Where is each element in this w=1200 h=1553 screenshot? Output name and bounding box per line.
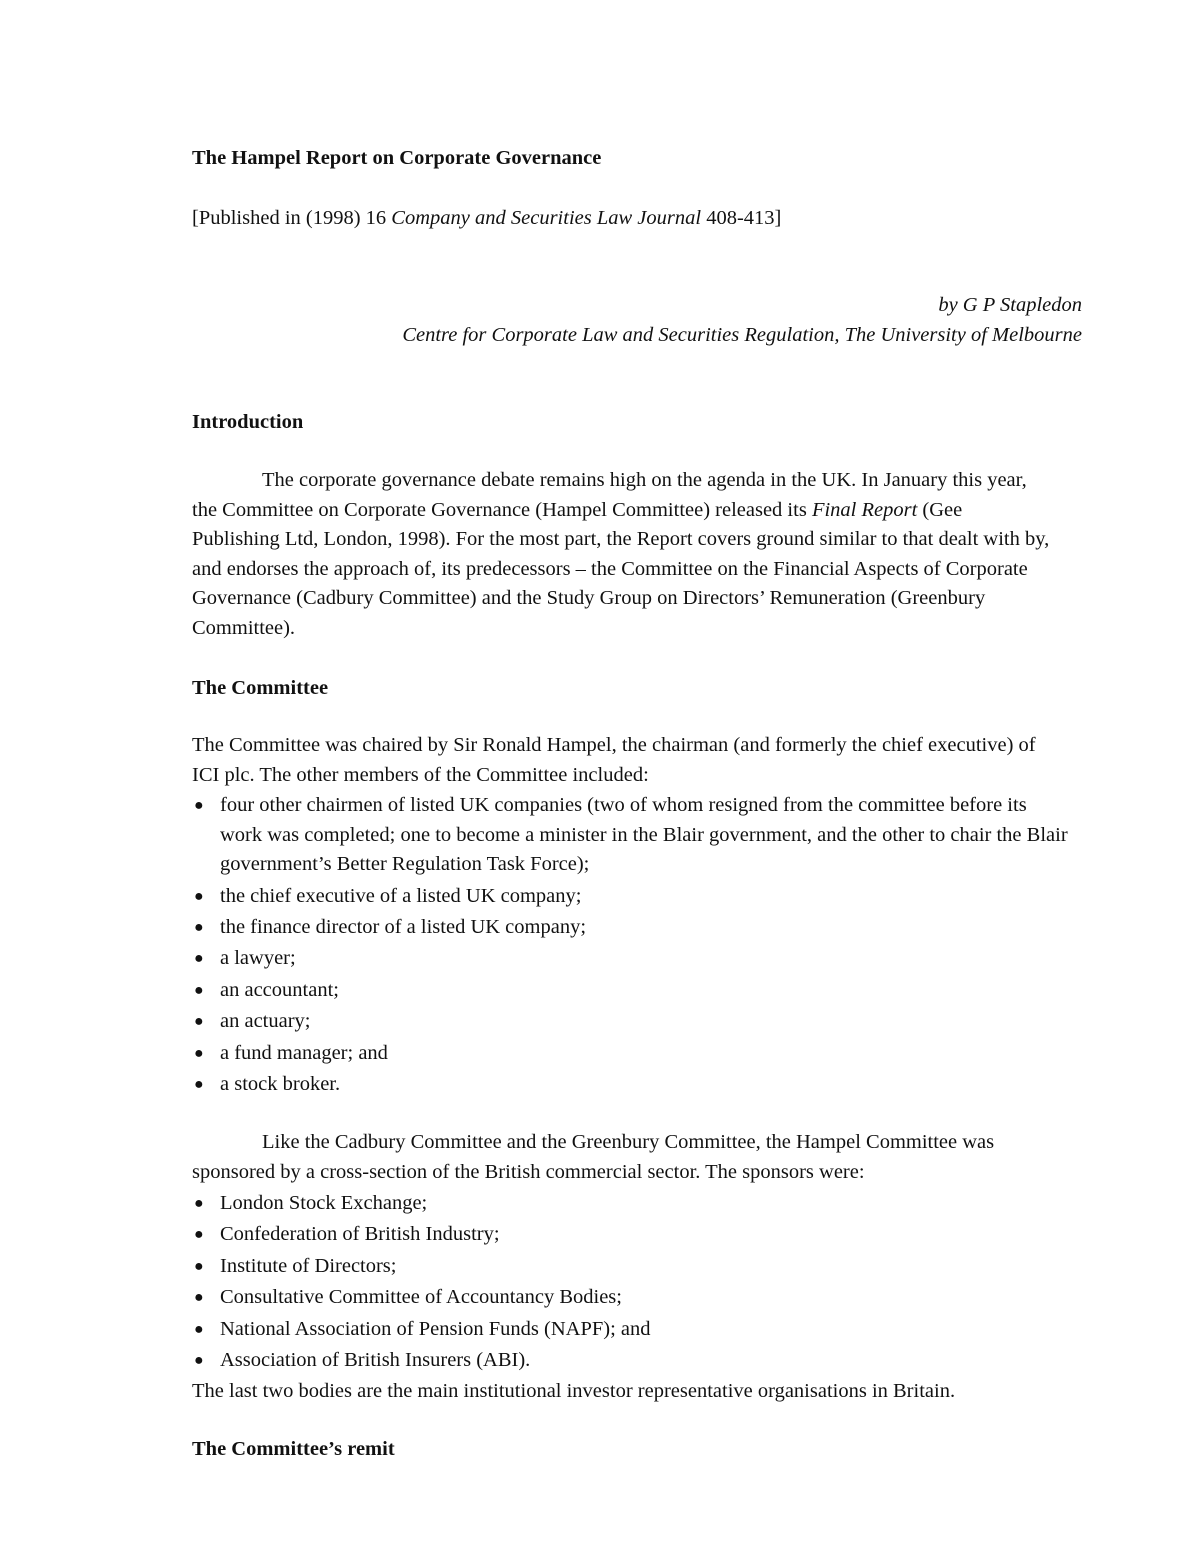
list-item: ● a fund manager; and <box>192 1039 1072 1069</box>
intro-text-a: The corporate governance debate remains high on the agenda in the UK. In January this year, the Committee on Corporate Governance (Hampel Committee) released its <box>192 469 1027 521</box>
list-item: ● an accountant; <box>192 976 1072 1006</box>
list-item: ● four other chairmen of listed UK companies (two of whom resigned from the committee before its work was completed; one to become a minister in the Blair government, and the other to chair the Blair government’s Better Regulation Task Force); <box>192 791 1072 880</box>
remit-heading: The Committee’s remit <box>192 1438 395 1460</box>
bullet-icon: ● <box>194 1289 204 1307</box>
journal-name: Company and Securities Law Journal <box>391 207 702 229</box>
publication-suffix: 408-413] <box>701 207 782 229</box>
sponsors-intro-paragraph: Like the Cadbury Committee and the Greenbury Committee, the Hampel Committee was sponsored by a cross-section of the British commercial sector. The sponsors were: <box>192 1131 995 1183</box>
intro-report-title: Final Report <box>811 498 918 521</box>
list-item: ● a lawyer; <box>192 944 1072 974</box>
author-byline: by G P Stapledon <box>938 294 1082 316</box>
list-item: ● National Association of Pension Funds (NAPF); and <box>192 1315 1072 1345</box>
committee-heading: The Committee <box>192 677 329 699</box>
bullet-icon: ● <box>194 887 204 905</box>
bullet-icon: ● <box>194 1044 204 1062</box>
document-title: The Hampel Report on Corporate Governance <box>192 147 602 169</box>
bullet-icon: ● <box>194 981 204 999</box>
intro-text-b: (Gee Publishing Ltd, London, 1998). For the most part, the Report covers ground similar to that dealt with by, and endorses the approach of, its predecessors – the Committee on the Financial Aspects of Corporate Governance (Cadbury Committee) and the Study Group on Directors’ Remuneration (Greenbury Committee). <box>192 498 1050 639</box>
list-item: ● Consultative Committee of Accountancy Bodies; <box>192 1283 1072 1313</box>
publication-note <box>192 203 781 233</box>
list-item: ● the finance director of a listed UK company; <box>192 913 1072 943</box>
bullet-icon: ● <box>194 950 204 968</box>
author-affiliation: Centre for Corporate Law and Securities Regulation, The University of Melbourne <box>402 324 1082 346</box>
list-item: ● an actuary; <box>192 1007 1072 1037</box>
list-item: ● the chief executive of a listed UK company; <box>192 882 1072 912</box>
list-item: ● Institute of Directors; <box>192 1252 1072 1282</box>
list-item: ● a stock broker. <box>192 1070 1072 1100</box>
introduction-paragraph <box>192 466 1050 644</box>
bullet-icon: ● <box>194 797 204 814</box>
committee-intro-paragraph: The Committee was chaired by Sir Ronald Hampel, the chairman (and formerly the chief executive) of ICI plc. The other members of the Committee included: <box>192 734 1036 786</box>
sponsors-closing-paragraph: The last two bodies are the main institutional investor representative organisations in Britain. <box>192 1380 956 1402</box>
bullet-icon: ● <box>194 1257 204 1275</box>
list-item: ● London Stock Exchange; <box>192 1189 1072 1219</box>
bullet-icon: ● <box>194 1351 204 1369</box>
bullet-icon: ● <box>194 1013 204 1031</box>
bullet-icon: ● <box>194 1226 204 1244</box>
list-item: ● Association of British Insurers (ABI). <box>192 1346 1072 1376</box>
bullet-icon: ● <box>194 1075 204 1093</box>
bullet-icon: ● <box>194 918 204 936</box>
bullet-icon: ● <box>194 1195 204 1212</box>
introduction-heading: Introduction <box>192 411 304 433</box>
committee-members-list <box>192 791 1072 1101</box>
bullet-icon: ● <box>194 1320 204 1338</box>
sponsors-list <box>192 1189 1072 1377</box>
publication-prefix: [Published in (1998) 16 <box>192 207 392 229</box>
list-item: ● Confederation of British Industry; <box>192 1220 1072 1250</box>
